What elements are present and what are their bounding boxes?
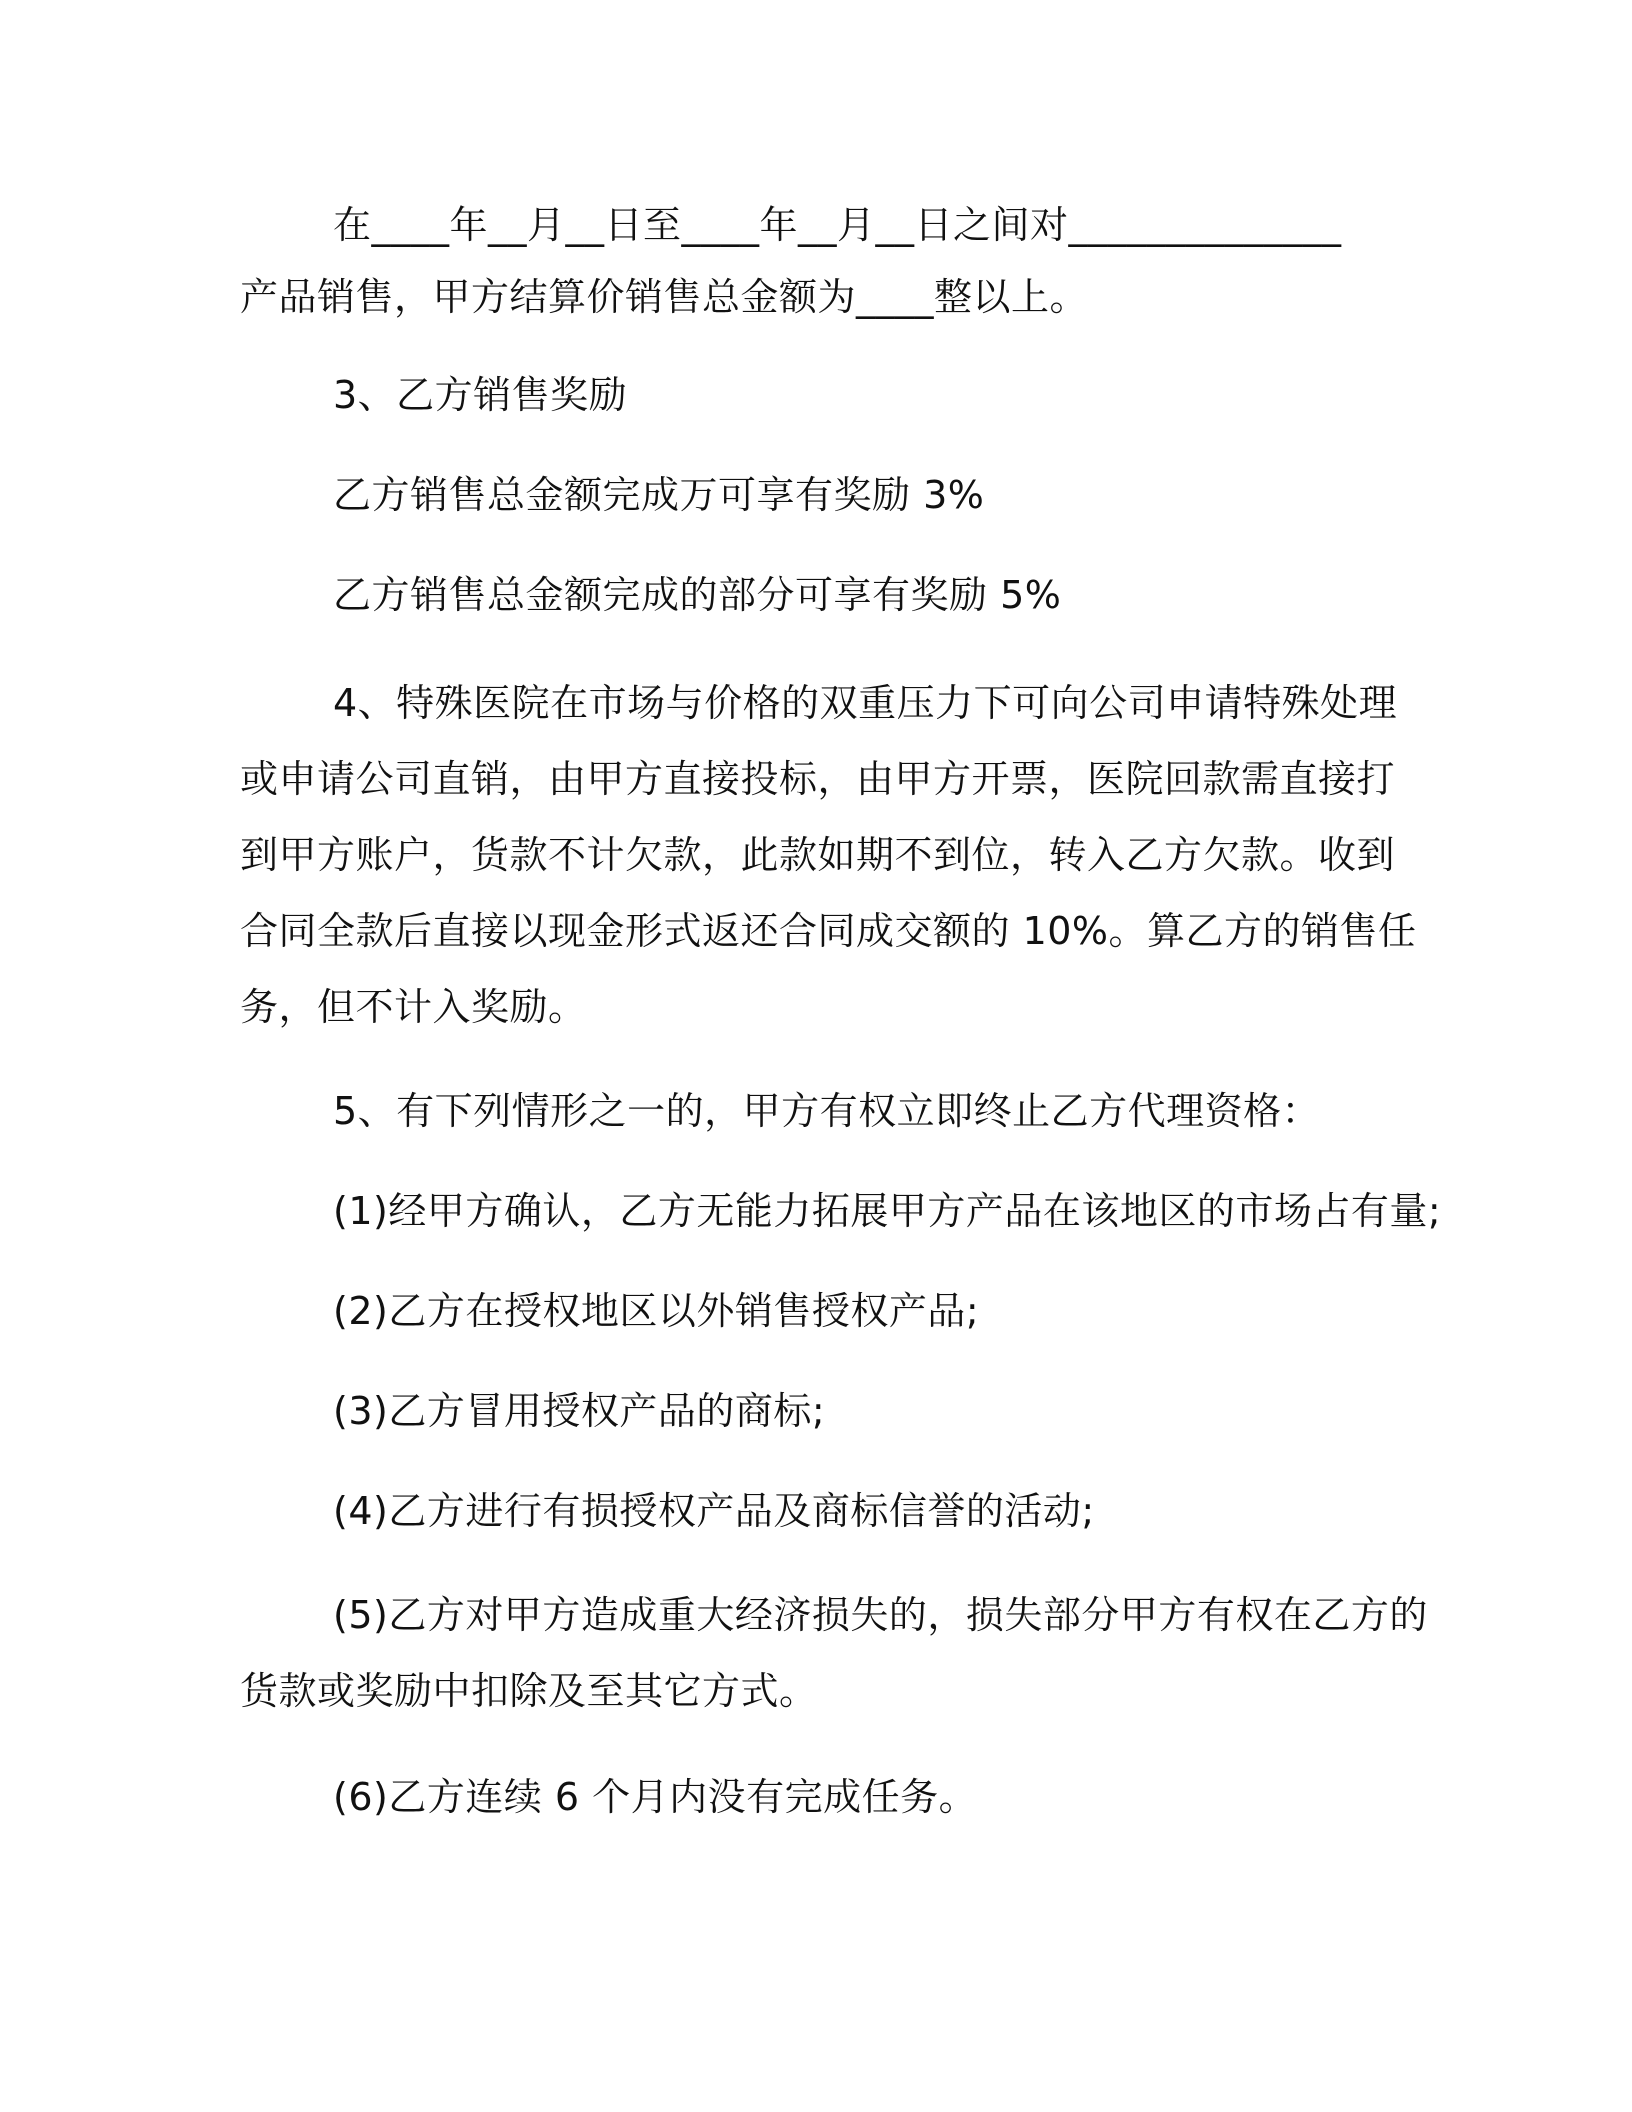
clause-5-heading: 5、有下列情形之一的，甲方有权立即终止乙方代理资格： [333, 1089, 1321, 1133]
clause-4-line-5: 务，但不计入奖励。 [240, 985, 587, 1029]
clause-date-range-line: 在____年__月__日至____年__月__日之间对______________ [333, 203, 1342, 247]
clause-4-line-3: 到甲方账户，货款不计欠款，此款如期不到位，转入乙方欠款。收到 [240, 833, 1396, 877]
clause-3-heading: 3、乙方销售奖励 [333, 373, 628, 417]
termination-item-1: (1)经甲方确认，乙方无能力拓展甲方产品在该地区的市场占有量; [333, 1189, 1442, 1233]
reward-tier-2: 乙方销售总金额完成的部分可享有奖励 5% [333, 573, 1062, 617]
clause-4-line-1: 4、特殊医院在市场与价格的双重压力下可向公司申请特殊处理 [333, 681, 1398, 725]
termination-item-5-line-1: (5)乙方对甲方造成重大经济损失的，损失部分甲方有权在乙方的 [333, 1593, 1428, 1637]
termination-item-2: (2)乙方在授权地区以外销售授权产品; [333, 1289, 980, 1333]
clause-date-range-continuation: 产品销售，甲方结算价销售总金额为____整以上。 [240, 275, 1089, 319]
termination-item-4: (4)乙方进行有损授权产品及商标信誉的活动; [333, 1489, 1095, 1533]
reward-tier-1: 乙方销售总金额完成万可享有奖励 3% [333, 473, 985, 517]
clause-4-line-4: 合同全款后直接以现金形式返还合同成交额的 10%。算乙方的销售任 [240, 909, 1417, 953]
termination-item-5-line-2: 货款或奖励中扣除及至其它方式。 [240, 1669, 818, 1713]
termination-item-6: (6)乙方连续 6 个月内没有完成任务。 [333, 1775, 978, 1819]
termination-item-3: (3)乙方冒用授权产品的商标; [333, 1389, 826, 1433]
clause-4-line-2: 或申请公司直销，由甲方直接投标，由甲方开票，医院回款需直接打 [240, 757, 1396, 801]
